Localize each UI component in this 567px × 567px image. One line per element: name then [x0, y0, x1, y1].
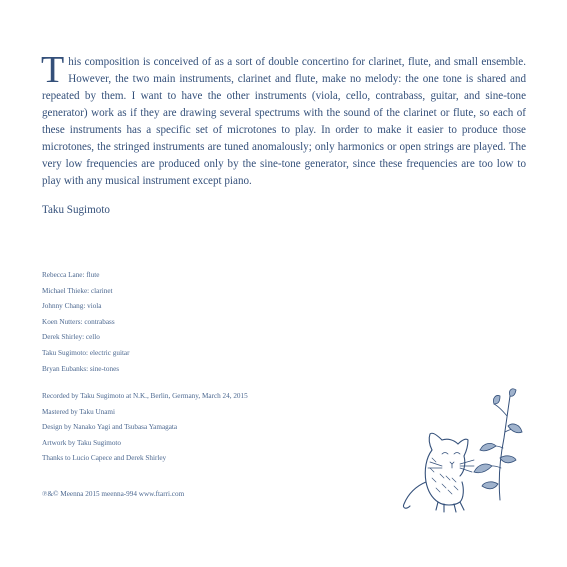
production-line: Mastered by Taku Unami: [42, 407, 116, 416]
essay-text: his composition is conceived of as a sort of double concertino for clarinet, flute, and small ensemble. However, the two main instruments, clarinet and flute, make no melody: the one tone is shared and repeated by them. I want to have the other instruments (viola, cello, contrabass, guitar, and sine-tone generator) work as if they are drawing several spectrums with the sound of the clarinet or flute, so each of these instruments has a specific set of microtones to play. In order to make it easier to produce those microtones, the stringed instruments are tuned anomalously; only harmonics or open strings are played. The very low frequencies are produced only by the sine-tone generator, since these frequencies are too low to play with any musical instrument except piano.: [42, 56, 526, 187]
production-line: Artwork by Taku Sugimoto: [42, 438, 122, 447]
credit-line: Taku Sugimoto: electric guitar: [42, 348, 130, 357]
drop-cap: T: [41, 49, 65, 91]
credit-line: Johnny Chang: viola: [42, 302, 102, 311]
essay-author: Taku Sugimoto: [42, 204, 110, 216]
credit-line: Rebecca Lane: flute: [42, 271, 100, 279]
cat-drawing: [382, 388, 532, 518]
production-line: Recorded by Taku Sugimoto at N.K., Berlin, Germany, March 24, 2015: [42, 392, 248, 400]
production-line: Thanks to Lucio Capece and Derek Shirley: [42, 454, 167, 463]
production-line: Design by Nanako Yagi and Tsubasa Yamagata: [42, 423, 178, 432]
cat-plant-illustration: [382, 388, 532, 518]
credit-line: Michael Thieke: clarinet: [42, 286, 113, 295]
performer-credits: [42, 268, 130, 377]
credit-line: Koen Nutters: contrabass: [42, 317, 115, 326]
essay-paragraph: [41, 49, 526, 190]
production-credits: [42, 389, 248, 467]
copyright-line: ℗&© Meenna 2015 meenna-994 www.ftarri.com: [42, 490, 185, 498]
credit-line: Derek Shirley: cello: [42, 333, 100, 342]
credit-line: Bryan Eubanks: sine-tones: [42, 364, 120, 373]
